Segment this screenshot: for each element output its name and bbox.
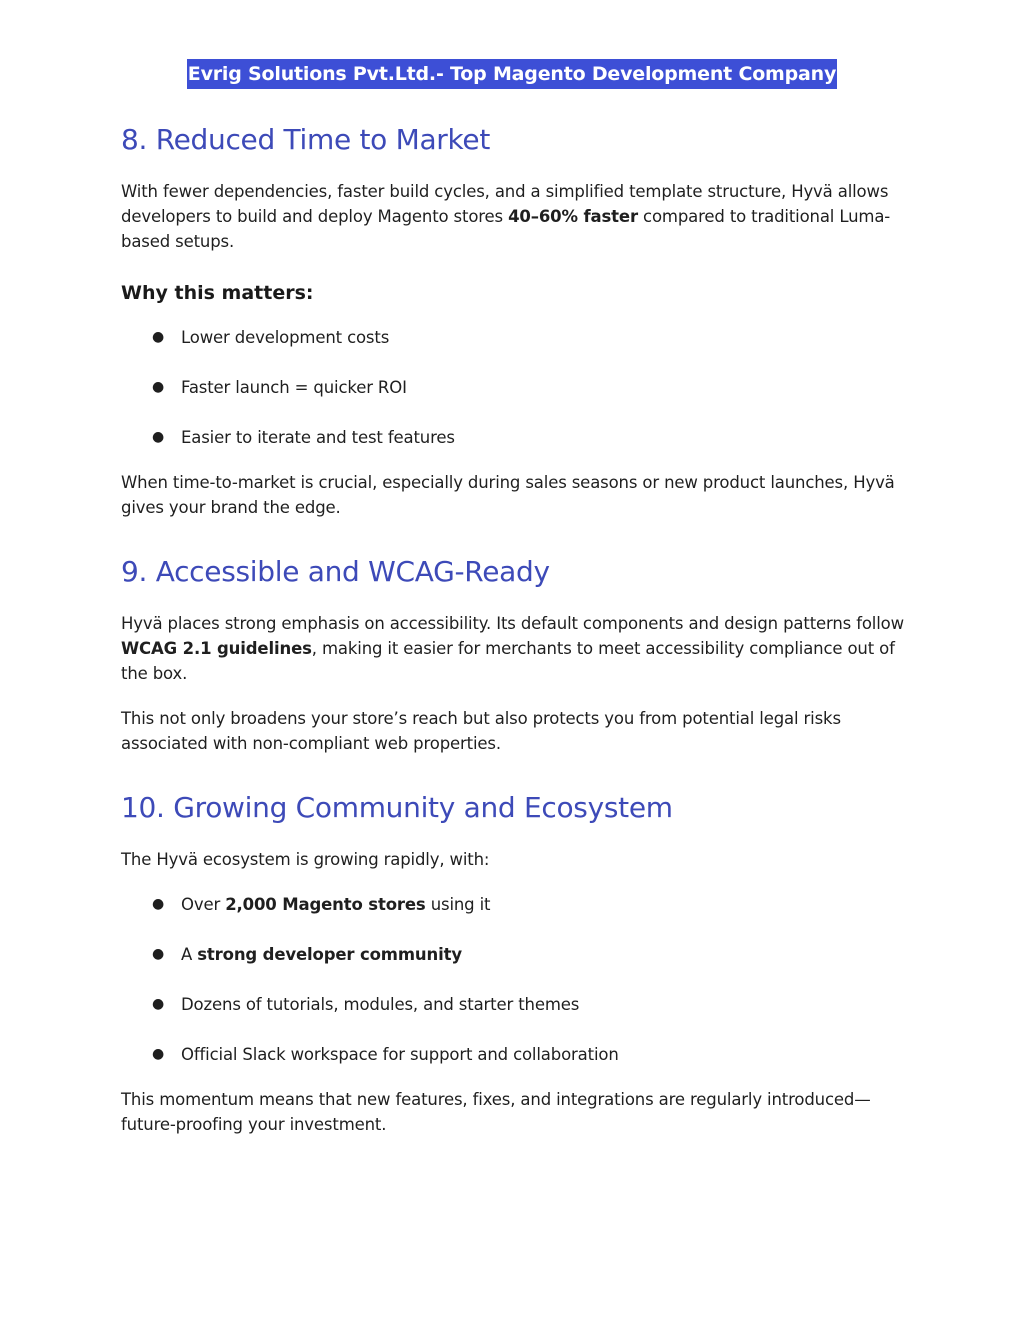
bullet-icon: ● bbox=[152, 896, 165, 912]
list-item: ● Official Slack workspace for support and collaboration bbox=[121, 1042, 911, 1067]
section-paragraph: This momentum means that new features, fixes, and integrations are regularly introduced—future-proofing your investment. bbox=[121, 1090, 871, 1134]
bullet-icon: ● bbox=[152, 429, 165, 445]
section-title: 9. Accessible and WCAG-Ready bbox=[121, 555, 550, 588]
list-item: ● Over 2,000 Magento stores using it bbox=[121, 892, 911, 917]
bullet-icon: ● bbox=[152, 1046, 165, 1062]
section-paragraph: Hyvä places strong emphasis on accessibility. Its default components and design patterns follow WCAG 2.1 guidelines, making it easier for merchants to meet accessibility compliance out of the box. bbox=[121, 614, 904, 683]
bullet-list bbox=[121, 325, 911, 450]
bullet-icon: ● bbox=[152, 996, 165, 1012]
section-paragraph: The Hyvä ecosystem is growing rapidly, with: bbox=[121, 850, 490, 869]
company-banner: Evrig Solutions Pvt.Ltd.- Top Magento Development Company bbox=[187, 59, 837, 89]
list-item: ● A strong developer community bbox=[121, 942, 911, 967]
list-item: ● Lower development costs bbox=[121, 325, 911, 350]
bullet-icon: ● bbox=[152, 946, 165, 962]
section-title: 10. Growing Community and Ecosystem bbox=[121, 791, 673, 824]
subheading: Why this matters: bbox=[121, 282, 314, 304]
list-item: ● Dozens of tutorials, modules, and starter themes bbox=[121, 992, 911, 1017]
bullet-list bbox=[121, 892, 911, 1067]
section-paragraph: When time-to-market is crucial, especially during sales seasons or new product launches, Hyvä gives your brand the edge. bbox=[121, 473, 895, 517]
section-paragraph: With fewer dependencies, faster build cycles, and a simplified template structure, Hyvä allows developers to build and deploy Magento stores 40–60% faster compared to traditional Luma-based setups. bbox=[121, 182, 891, 251]
document-body bbox=[121, 120, 911, 1137]
bullet-icon: ● bbox=[152, 329, 165, 345]
header bbox=[0, 59, 1024, 89]
list-item: ● Easier to iterate and test features bbox=[121, 425, 911, 450]
section-title: 8. Reduced Time to Market bbox=[121, 123, 491, 156]
section-paragraph: This not only broadens your store’s reach but also protects you from potential legal risks associated with non-compliant web properties. bbox=[121, 709, 841, 753]
bullet-icon: ● bbox=[152, 379, 165, 395]
list-item: ● Faster launch = quicker ROI bbox=[121, 375, 911, 400]
